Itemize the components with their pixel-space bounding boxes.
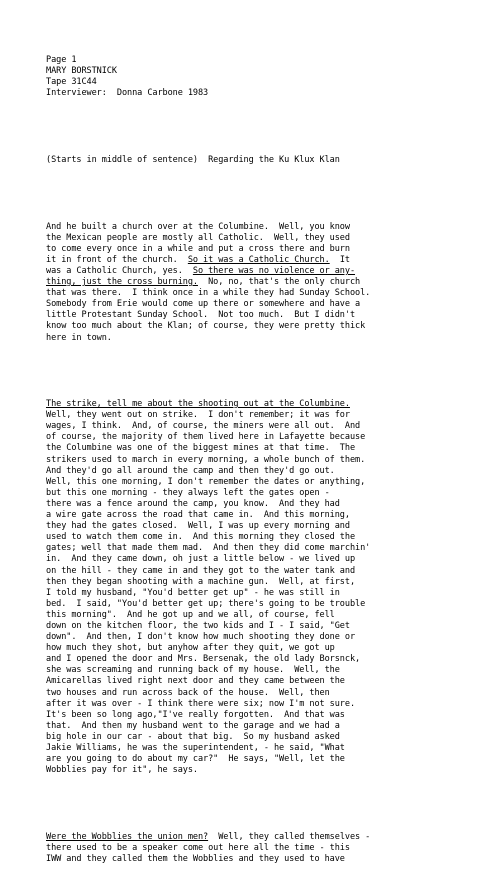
text-segment: it in front of the church. <box>46 254 188 265</box>
text-segment: It's been so long ago,"I've really forgotten. And that was <box>46 709 345 720</box>
text-line <box>46 499 490 510</box>
text-line <box>46 621 490 632</box>
text-segment: It <box>329 254 350 265</box>
text-segment: bed. I said, "You'd better get up; there's going to be trouble <box>46 598 366 609</box>
intro-line: (Starts in middle of sentence) Regarding the Ku Klux Klan <box>46 155 340 166</box>
text-segment: IWW and they called them the Wobblies and they used to have <box>46 853 345 864</box>
text-segment: on the hill - they came in and they got to the water tank and <box>46 565 356 576</box>
text-line <box>46 743 490 754</box>
text-segment: here in town. <box>46 332 112 343</box>
text-line <box>46 843 490 854</box>
paragraph-wobblies <box>46 832 490 865</box>
text-line <box>46 288 490 299</box>
text-line <box>46 222 490 233</box>
text-line <box>46 421 490 432</box>
text-line <box>46 277 490 288</box>
text-segment: Well, they went out on strike. I don't remember; it was for <box>46 410 350 421</box>
text-line <box>46 333 490 344</box>
text-line <box>46 521 490 532</box>
text-segment: know too much about the Klan; of course, they were pretty thick <box>46 321 366 332</box>
text-line <box>46 765 490 776</box>
text-segment: the Columbine was one of the biggest mines at that time. The <box>46 443 356 454</box>
text-line <box>46 510 490 521</box>
text-segment: two houses and run across back of the house. Well, then <box>46 687 330 698</box>
text-line <box>46 699 490 710</box>
text-segment: she was screaming and running back of my house. Well, the <box>46 665 340 676</box>
text-segment: and I opened the door and Mrs. Bersenak, the old lady Borsnck, <box>46 654 361 665</box>
text-segment: little Protestant Sunday School. Not too much. But I didn't <box>46 310 356 321</box>
text-line <box>46 643 490 654</box>
text-line <box>46 399 490 410</box>
text-line <box>46 654 490 665</box>
text-line <box>46 688 490 699</box>
text-segment: to come every once in a while and put a cross there and burn <box>46 243 350 254</box>
paragraph-strike <box>46 399 490 776</box>
text-line <box>46 299 490 310</box>
text-line <box>46 554 490 565</box>
text-line <box>46 577 490 588</box>
header-line: Interviewer: Donna Carbone 1983 <box>46 88 209 99</box>
text-segment: but this one morning - they always left the gates open - <box>46 487 330 498</box>
text-line <box>46 255 490 266</box>
text-line <box>46 488 490 499</box>
text-line <box>46 455 490 466</box>
text-segment: of course, the majority of them lived here in Lafayette because <box>46 432 366 443</box>
text-segment: a wire gate across the road that came in. And this morning, <box>46 510 350 521</box>
text-line <box>46 665 490 676</box>
text-line <box>46 543 490 554</box>
text-line <box>46 432 490 443</box>
text-segment: And they'd go all around the camp and then they'd go out. <box>46 465 335 476</box>
text-segment: then they began shooting with a machine gun. Well, at first, <box>46 576 356 587</box>
paragraph-klan <box>46 222 490 344</box>
header-line: Tape 31C44 <box>46 77 97 88</box>
text-line <box>46 732 490 743</box>
underlined-question: So there was no violence or any- <box>192 265 356 276</box>
text-segment: Wobblies pay for it", he says. <box>46 765 198 776</box>
text-segment: big hole in our car - about that big. So my husband asked <box>46 731 340 742</box>
text-line <box>46 710 490 721</box>
text-line <box>46 477 490 488</box>
text-segment: there used to be a speaker come out here all the time - this <box>46 842 350 853</box>
text-line <box>46 676 490 687</box>
text-line <box>46 310 490 321</box>
text-segment: how much they shot, but anyhow after they quit, we got up <box>46 643 335 654</box>
text-segment: I told my husband, "You'd better get up" - he was still in <box>46 587 340 598</box>
text-segment: strikers used to march in every morning, a whole bunch of them. <box>46 454 366 465</box>
text-line <box>46 610 490 621</box>
text-segment: Somebody from Erie would come up there or somewhere and have a <box>46 299 361 310</box>
text-segment: Well, they called themselves - <box>208 831 371 842</box>
text-segment: in. And they came down, oh just a little below - we lived up <box>46 554 356 565</box>
text-segment: this morning". And he got up and we all, of course, fell <box>46 609 335 620</box>
text-line <box>46 410 490 421</box>
text-segment: used to watch them come in. And this morning they closed the <box>46 532 356 543</box>
header-line: MARY BORSTNICK <box>46 66 117 77</box>
text-segment: that was there. I think once in a while they had Sunday School. <box>46 288 371 299</box>
text-line <box>46 321 490 332</box>
text-segment: wages, I think. And, of course, the miners were all out. And <box>46 421 361 432</box>
text-line <box>46 832 490 843</box>
text-line <box>46 566 490 577</box>
document-header <box>46 55 490 99</box>
text-segment: the Mexican people are mostly all Catholic. Well, they used <box>46 232 350 243</box>
text-line <box>46 532 490 543</box>
text-segment: that. And then my husband went to the garage and we had a <box>46 720 340 731</box>
text-segment: are you going to do about my car?" He says, "Well, let the <box>46 754 345 765</box>
text-line <box>46 854 490 865</box>
text-line <box>46 599 490 610</box>
text-line <box>46 754 490 765</box>
text-line <box>46 266 490 277</box>
text-line <box>46 443 490 454</box>
underlined-question: The strike, tell me about the shooting out at the Columbine. <box>46 399 350 410</box>
header-line: Page 1 <box>46 55 77 66</box>
text-segment: And he built a church over at the Columbine. Well, you know <box>46 221 350 232</box>
text-segment: after it was over - I think there were six; now I'm not sure. <box>46 698 356 709</box>
text-segment: down on the kitchen floor, the two kids and I - I said, "Get <box>46 620 350 631</box>
text-segment: gates; well that made them mad. And then they did come marchin' <box>46 543 371 554</box>
text-line <box>46 244 490 255</box>
text-segment: down". And then, I don't know how much shooting they done or <box>46 632 356 643</box>
text-segment: Well, this one morning, I don't remember the dates or anything, <box>46 476 366 487</box>
text-line <box>46 588 490 599</box>
underlined-question: So it was a Catholic Church. <box>187 254 330 265</box>
text-line <box>46 233 490 244</box>
text-line <box>46 632 490 643</box>
text-segment: they had the gates closed. Well, I was up every morning and <box>46 521 350 532</box>
underlined-question: thing, just the cross burning. <box>46 277 198 288</box>
text-segment: was a Catholic Church, yes. <box>46 265 193 276</box>
text-segment: Amicarellas lived right next door and they came between the <box>46 676 345 687</box>
text-segment: there was a fence around the camp, you know. And they had <box>46 498 340 509</box>
text-segment: No, no, that's the only church <box>197 277 361 288</box>
text-line <box>46 466 490 477</box>
underlined-question: Were the Wobblies the union men? <box>46 831 209 842</box>
text-segment: Jakie Williams, he was the superintendent, - he said, "What <box>46 743 345 753</box>
text-line <box>46 721 490 732</box>
